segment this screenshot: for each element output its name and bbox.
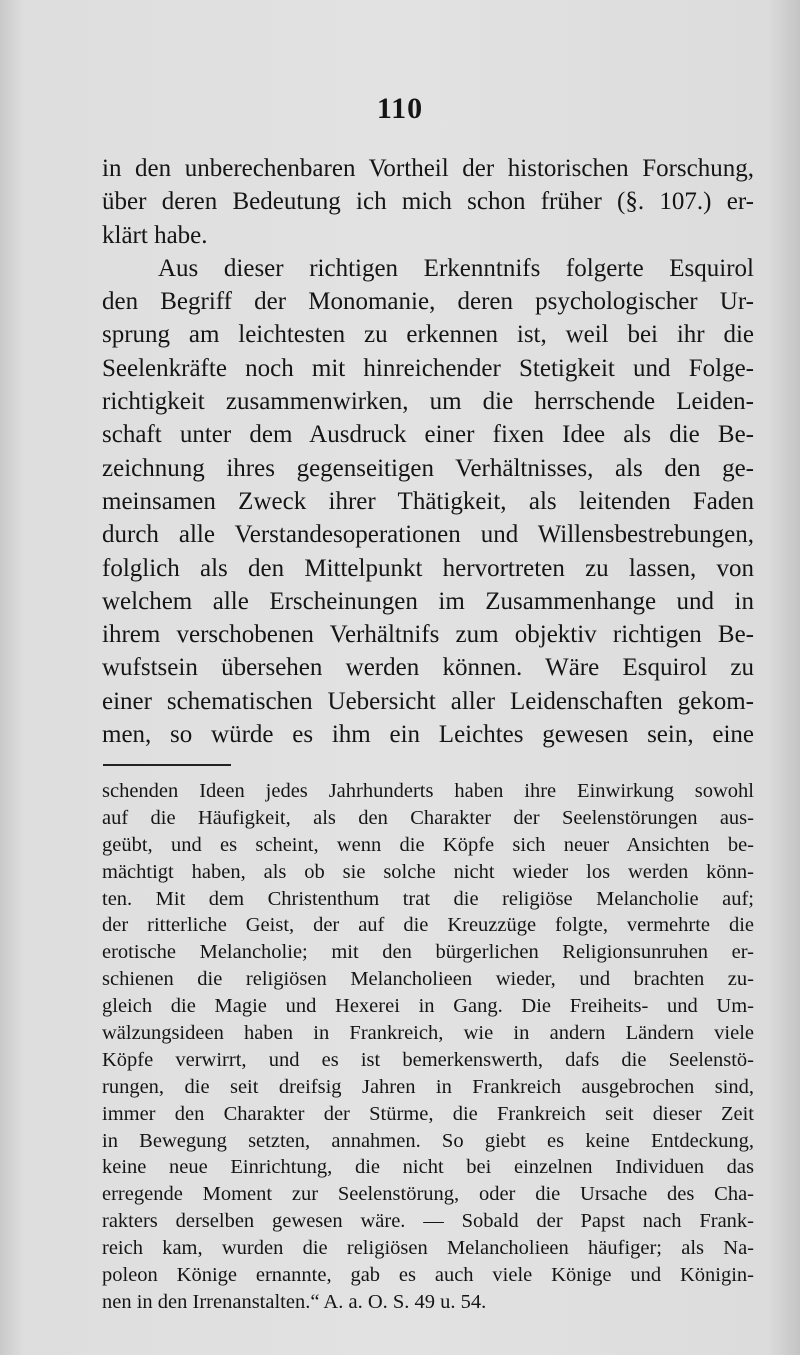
main-line-4: Aus dieser richtigen Erkenntnifs folgerte Esquirol: [158, 254, 754, 282]
footnote-line-11: Köpfe verwirrt, und es ist bemerkenswerth, dafs die Seelenstö-: [102, 1048, 754, 1071]
footnote-line-1: schenden Ideen jedes Jahrhunderts haben ihre Einwirkung sowohl: [102, 780, 754, 802]
footnote-line-14: in Bewegung setzten, annahmen. So giebt es keine Entdeckung,: [102, 1129, 754, 1152]
page-number: 110: [376, 92, 424, 125]
main-line-12: durch alle Verstandesoperationen und Willensbestrebungen,: [102, 521, 754, 549]
main-line-15: ihrem verschobenen Verhältnifs zum objektiv richtigen Be-: [102, 621, 754, 649]
footnote-line-18: reich kam, wurden die religiösen Melancholieen häufiger; als Na-: [102, 1237, 754, 1260]
main-line-14: welchem alle Erscheinungen im Zusammenhange und in: [102, 587, 754, 615]
main-line-17: einer schematischen Uebersicht aller Leidenschaften gekom-: [102, 687, 754, 715]
footnote: [102, 778, 754, 1316]
footnote-line-10: wälzungsideen haben in Frankreich, wie in andern Ländern viele: [102, 1022, 754, 1045]
footnote-line-9: gleich die Magie und Hexerei in Gang. Die Freiheits- und Um-: [102, 995, 754, 1018]
main-line-6: sprung am leichtesten zu erkennen ist, weil bei ihr die: [102, 321, 754, 349]
main-line-11: meinsamen Zweck ihrer Thätigkeit, als leitenden Faden: [102, 487, 754, 515]
main-line-10: zeichnung ihres gegenseitigen Verhältnisses, als den ge-: [102, 454, 754, 482]
main-line-7: Seelenkräfte noch mit hinreichender Stetigkeit und Folge-: [102, 354, 754, 382]
main-line-8: richtigkeit zusammenwirken, um die herrschende Leiden-: [102, 388, 754, 416]
footnote-line-8: schienen die religiösen Melancholieen wieder, und brachten zu-: [102, 968, 754, 991]
footnote-line-12: rungen, die seit dreifsig Jahren in Frankreich ausgebrochen sind,: [102, 1075, 754, 1098]
footnote-line-2: auf die Häufigkeit, als den Charakter der Seelenstörungen aus-: [102, 806, 754, 829]
main-line-18: men, so würde es ihm ein Leichtes gewesen sein, eine: [102, 721, 754, 749]
main-text: [102, 152, 754, 751]
footnote-divider: [103, 764, 231, 766]
main-line-9: schaft unter dem Ausdruck einer fixen Idee als die Be-: [102, 421, 754, 449]
footnote-line-17: rakters derselben gewesen wäre. — Sobald der Papst nach Frank-: [102, 1210, 754, 1233]
main-line-5: den Begriff der Monomanie, deren psychologischer Ur-: [102, 288, 754, 316]
footnote-line-5: ten. Mit dem Christenthum trat die religiöse Melancholie auf;: [102, 887, 754, 910]
footnote-line-4: mächtigt haben, als ob sie solche nicht wieder los werden könn-: [102, 860, 754, 883]
main-line-13: folglich als den Mittelpunkt hervortreten zu lassen, von: [102, 554, 754, 582]
main-line-3: klärt habe.: [102, 221, 208, 249]
footnote-line-20: nen in den Irrenanstalten.“ A. a. O. S. 49 u. 54.: [102, 1290, 487, 1313]
footnote-line-15: keine neue Einrichtung, die nicht bei einzelnen Individuen das: [102, 1156, 754, 1179]
footnote-line-6: der ritterliche Geist, der auf die Kreuzzüge folgte, vermehrte die: [102, 914, 754, 937]
footnote-line-16: erregende Moment zur Seelenstörung, oder die Ursache des Cha-: [102, 1183, 754, 1206]
main-line-1: in den unberechenbaren Vortheil der historischen Forschung,: [102, 155, 754, 182]
footnote-line-19: poleon Könige ernannte, gab es auch viele Könige und Königin-: [102, 1264, 754, 1287]
footnote-line-3: geübt, und es scheint, wenn die Köpfe sich neuer Ansichten be-: [102, 833, 754, 856]
main-line-2: über deren Bedeutung ich mich schon früher (§. 107.) er-: [102, 188, 754, 216]
footnote-line-13: immer den Charakter der Stürme, die Frankreich seit dieser Zeit: [102, 1102, 754, 1125]
main-line-16: wufstsein übersehen werden können. Wäre Esquirol zu: [102, 654, 754, 682]
footnote-line-7: erotische Melancholie; mit den bürgerlichen Religionsunruhen er-: [102, 941, 754, 964]
